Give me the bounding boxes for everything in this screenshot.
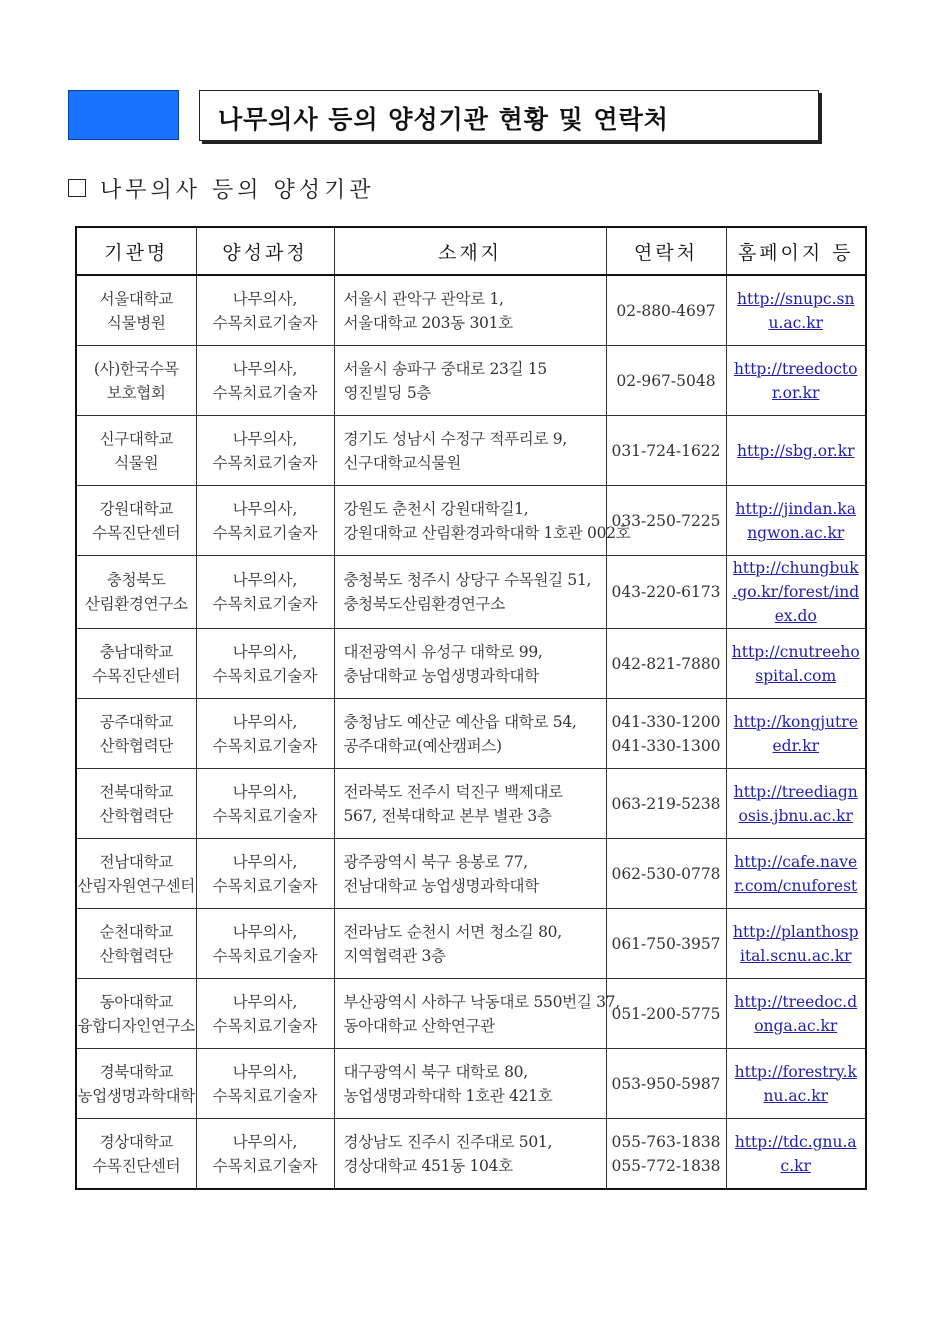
homepage-link-line[interactable]: http://treedoc.d [734, 992, 858, 1011]
address-cell-line: 광주광역시 북구 용봉로 77, [343, 852, 528, 871]
homepage-link-line[interactable]: http://snupc.sn [737, 289, 855, 308]
course-cell [196, 839, 334, 909]
header-phone: 연락처 [606, 227, 726, 275]
address-cell [334, 699, 606, 769]
org-name-cell-line: 보호협회 [106, 383, 166, 402]
address-cell-line: 경상대학교 451동 104호 [343, 1156, 513, 1175]
phone-cell [606, 1049, 726, 1119]
org-name-cell-line: 융합디자인연구소 [77, 1016, 195, 1035]
address-cell-line: 서울시 송파구 중대로 23길 15 [343, 359, 547, 378]
table-row [76, 839, 866, 909]
org-name-cell-line: (사)한국수목 [93, 359, 179, 378]
phone-cell [606, 979, 726, 1049]
org-name-cell-line: 수목진단센터 [92, 1156, 181, 1175]
homepage-link[interactable] [726, 839, 866, 909]
org-name-cell-line: 산학협력단 [99, 946, 173, 965]
header-org-name: 기관명 [76, 227, 196, 275]
org-name-cell [76, 1119, 196, 1190]
org-name-cell [76, 909, 196, 979]
homepage-link-line[interactable]: onga.ac.kr [754, 1016, 838, 1035]
course-cell-line: 나무의사, [232, 1062, 298, 1081]
org-name-cell-line: 공주대학교 [99, 712, 173, 731]
address-cell-line: 567, 전북대학교 본부 별관 3층 [343, 806, 552, 825]
homepage-link-line[interactable]: http://sbg.or.kr [736, 441, 855, 460]
homepage-link-line[interactable]: http://kongjutre [733, 712, 858, 731]
header-course: 양성과정 [196, 227, 334, 275]
course-cell-line: 나무의사, [232, 852, 298, 871]
address-cell-line: 강원대학교 산림환경과학대학 1호관 002호 [343, 523, 631, 542]
org-name-cell-line: 산학협력단 [99, 806, 173, 825]
org-name-cell-line: 식물병원 [106, 313, 166, 332]
address-cell-line: 공주대학교(예산캠퍼스) [343, 736, 502, 755]
phone-cell-line: 041-330-1200 [611, 712, 721, 731]
homepage-link[interactable] [726, 699, 866, 769]
phone-cell [606, 486, 726, 556]
org-name-cell-line: 순천대학교 [99, 922, 173, 941]
homepage-link-line[interactable]: c.kr [780, 1156, 811, 1175]
address-cell-line: 대전광역시 유성구 대학로 99, [343, 642, 543, 661]
address-cell-line: 경기도 성남시 수정구 적푸리로 9, [343, 429, 567, 448]
phone-cell-line: 031-724-1622 [611, 441, 721, 460]
address-cell-line: 영진빌딩 5층 [343, 383, 432, 402]
header-homepage: 홈페이지 등 [726, 227, 866, 275]
homepage-link-line[interactable]: ex.do [774, 607, 817, 625]
course-cell-line: 수목치료기술자 [212, 313, 318, 332]
course-cell [196, 769, 334, 839]
address-cell-line: 부산광역시 사하구 낙동대로 550번길 37, [343, 992, 620, 1011]
address-cell-line: 충청북도 청주시 상당구 수목원길 51, [343, 571, 592, 589]
address-cell-line: 신구대학교식물원 [343, 453, 461, 472]
page-title: 나무의사 등의 양성기관 현황 및 연락처 [218, 105, 669, 134]
address-cell [334, 629, 606, 699]
org-name-cell-line: 동아대학교 [99, 992, 173, 1011]
org-name-cell-line: 수목진단센터 [92, 666, 181, 685]
course-cell-line: 수목치료기술자 [212, 383, 318, 402]
homepage-link-line[interactable]: http://jindan.ka [735, 499, 856, 518]
phone-cell-line: 063-219-5238 [611, 794, 721, 813]
org-name-cell [76, 979, 196, 1049]
course-cell-line: 수목치료기술자 [212, 453, 318, 472]
table-row [76, 416, 866, 486]
org-name-cell-line: 농업생명과학대학 [77, 1086, 195, 1105]
homepage-link-line[interactable]: http://cnutreeho [731, 642, 860, 661]
address-cell [334, 275, 606, 346]
table-row [76, 275, 866, 346]
course-cell [196, 979, 334, 1049]
org-name-cell-line: 서울대학교 [99, 289, 173, 308]
table-row [76, 486, 866, 556]
address-cell [334, 346, 606, 416]
table-body [76, 275, 866, 1189]
course-cell [196, 1049, 334, 1119]
phone-cell [606, 769, 726, 839]
homepage-link[interactable] [726, 346, 866, 416]
phone-cell-line: 055-772-1838 [611, 1156, 721, 1175]
course-cell-line: 수목치료기술자 [212, 1016, 318, 1035]
phone-cell-line: 02-967-5048 [616, 371, 716, 390]
title-box [199, 90, 819, 141]
phone-cell-line: 042-821-7880 [611, 654, 721, 673]
org-name-cell-line: 산림환경연구소 [84, 595, 188, 613]
table-row [76, 699, 866, 769]
course-cell-line: 수목치료기술자 [212, 666, 318, 685]
org-name-cell-line: 강원대학교 [99, 499, 173, 518]
table-row [76, 346, 866, 416]
org-name-cell [76, 556, 196, 629]
address-cell [334, 909, 606, 979]
address-cell [334, 416, 606, 486]
org-name-cell-line: 식물원 [114, 453, 159, 472]
course-cell-line: 나무의사, [232, 992, 298, 1011]
homepage-link[interactable] [726, 909, 866, 979]
homepage-link-line[interactable]: ngwon.ac.kr [747, 523, 845, 542]
table-row [76, 556, 866, 629]
table-row [76, 909, 866, 979]
phone-cell-line: 061-750-3957 [611, 934, 721, 953]
table-row [76, 629, 866, 699]
table-row [76, 979, 866, 1049]
section-heading-text: 나무의사 등의 양성기관 [100, 177, 375, 203]
homepage-link-line[interactable]: http://chungbuk [732, 559, 859, 577]
address-cell [334, 486, 631, 556]
address-cell-line: 충청남도 예산군 예산읍 대학로 54, [343, 712, 577, 731]
course-cell-line: 수목치료기술자 [212, 736, 318, 755]
address-cell-line: 충남대학교 농업생명과학대학 [343, 666, 539, 685]
homepage-link-line[interactable]: r.com/cnuforest [734, 876, 858, 895]
course-cell-line: 나무의사, [232, 359, 298, 378]
phone-cell [606, 1119, 726, 1190]
course-cell-line: 수목치료기술자 [212, 806, 318, 825]
address-cell-line: 서울대학교 203동 301호 [343, 313, 513, 332]
address-cell-line: 지역협력관 3층 [343, 946, 446, 965]
homepage-link[interactable] [726, 769, 866, 839]
course-cell-line: 나무의사, [232, 782, 298, 801]
course-cell [196, 346, 334, 416]
org-name-cell-line: 전북대학교 [99, 782, 173, 801]
homepage-link-line[interactable]: osis.jbnu.ac.kr [738, 806, 853, 825]
homepage-link[interactable] [726, 556, 866, 629]
homepage-link-line[interactable]: u.ac.kr [768, 313, 824, 332]
address-cell [334, 1049, 606, 1119]
phone-cell-line: 041-330-1300 [611, 736, 721, 755]
org-name-cell [76, 769, 196, 839]
homepage-link[interactable] [726, 1049, 866, 1119]
homepage-link[interactable] [726, 416, 866, 486]
homepage-link-line[interactable]: nu.ac.kr [763, 1086, 829, 1105]
org-name-cell-line: 충청북도 [106, 571, 166, 589]
homepage-link[interactable] [726, 1119, 866, 1190]
table-row [76, 769, 866, 839]
course-cell [196, 486, 334, 556]
course-cell-line: 수목치료기술자 [212, 1156, 318, 1175]
course-cell-line: 나무의사, [232, 1132, 298, 1151]
course-cell-line: 수목치료기술자 [212, 876, 318, 895]
checkbox-icon [68, 179, 86, 197]
homepage-link[interactable] [726, 486, 866, 556]
address-cell [334, 839, 606, 909]
course-cell-line: 수목치료기술자 [212, 595, 318, 613]
course-cell-line: 나무의사, [232, 571, 298, 589]
homepage-link-line[interactable]: http://forestry.k [734, 1062, 857, 1081]
phone-cell-line: 051-200-5775 [611, 1004, 721, 1023]
org-name-cell-line: 신구대학교 [99, 429, 173, 448]
phone-cell-line: 062-530-0778 [611, 864, 721, 883]
homepage-link[interactable] [726, 629, 866, 699]
address-cell-line: 농업생명과학대학 1호관 421호 [343, 1086, 553, 1105]
homepage-link-line[interactable]: spital.com [755, 666, 837, 685]
address-cell-line: 전라북도 전주시 덕진구 백제대로 [343, 782, 563, 801]
org-name-cell [76, 275, 196, 346]
phone-cell-line: 02-880-4697 [616, 301, 716, 320]
table-row [76, 1119, 866, 1190]
address-cell-line: 대구광역시 북구 대학로 80, [343, 1062, 528, 1081]
section-heading [68, 174, 375, 202]
address-cell-line: 전남대학교 농업생명과학대학 [343, 876, 539, 895]
course-cell [196, 699, 334, 769]
homepage-link-line[interactable]: http://cafe.nave [734, 852, 858, 871]
homepage-link-line[interactable]: r.or.kr [772, 383, 820, 402]
title-accent-block [68, 90, 179, 140]
homepage-link-line[interactable]: http://planthosp [732, 922, 859, 941]
address-cell-line: 충청북도산림환경연구소 [343, 595, 505, 613]
homepage-link-line[interactable]: http://treediagn [733, 782, 858, 801]
address-cell-line: 서울시 관악구 관악로 1, [343, 289, 504, 308]
course-cell-line: 나무의사, [232, 922, 298, 941]
homepage-link[interactable] [726, 979, 866, 1049]
org-name-cell-line: 충남대학교 [99, 642, 173, 661]
homepage-link-line[interactable]: http://treedocto [733, 359, 858, 378]
org-name-cell [76, 486, 196, 556]
org-name-cell [76, 699, 196, 769]
org-name-cell-line: 전남대학교 [99, 852, 173, 871]
course-cell-line: 나무의사, [232, 429, 298, 448]
header-address: 소재지 [334, 227, 606, 275]
address-cell-line: 강원도 춘천시 강원대학길1, [343, 499, 529, 518]
org-name-cell-line: 산림자원연구센터 [77, 876, 195, 895]
phone-cell-line: 053-950-5987 [611, 1074, 721, 1093]
address-cell [334, 979, 620, 1049]
homepage-link-line[interactable]: .go.kr/forest/ind [732, 583, 860, 601]
phone-cell [606, 275, 726, 346]
address-cell [334, 1119, 606, 1190]
org-name-cell [76, 839, 196, 909]
org-name-cell [76, 629, 196, 699]
address-cell-line: 동아대학교 산학연구관 [343, 1016, 495, 1035]
course-cell [196, 556, 334, 629]
org-name-cell [76, 1049, 196, 1119]
course-cell [196, 909, 334, 979]
org-name-cell [76, 346, 196, 416]
phone-cell [606, 629, 726, 699]
address-cell [334, 769, 606, 839]
phone-cell [606, 909, 726, 979]
org-name-cell-line: 경상대학교 [99, 1132, 173, 1151]
course-cell [196, 416, 334, 486]
address-cell-line: 전라남도 순천시 서면 청소길 80, [343, 922, 562, 941]
homepage-link[interactable] [726, 275, 866, 346]
address-cell [334, 556, 606, 629]
course-cell [196, 1119, 334, 1190]
org-name-cell-line: 경북대학교 [99, 1062, 173, 1081]
phone-cell-line: 043-220-6173 [611, 583, 721, 601]
homepage-link-line[interactable]: ital.scnu.ac.kr [740, 946, 852, 965]
course-cell-line: 나무의사, [232, 499, 298, 518]
phone-cell [606, 346, 726, 416]
organization-table [75, 226, 867, 1190]
homepage-link-line[interactable]: edr.kr [772, 736, 820, 755]
course-cell [196, 629, 334, 699]
org-name-cell-line: 산학협력단 [99, 736, 173, 755]
phone-cell [606, 839, 726, 909]
phone-cell [606, 416, 726, 486]
table-row [76, 1049, 866, 1119]
org-name-cell [76, 416, 196, 486]
homepage-link-line[interactable]: http://tdc.gnu.a [734, 1132, 857, 1151]
phone-cell [606, 556, 726, 629]
course-cell [196, 275, 334, 346]
phone-cell-line: 033-250-7225 [611, 511, 721, 530]
course-cell-line: 나무의사, [232, 712, 298, 731]
course-cell-line: 나무의사, [232, 289, 298, 308]
course-cell-line: 수목치료기술자 [212, 523, 318, 542]
org-name-cell-line: 수목진단센터 [92, 523, 181, 542]
course-cell-line: 나무의사, [232, 642, 298, 661]
phone-cell-line: 055-763-1838 [611, 1132, 721, 1151]
address-cell-line: 경상남도 진주시 진주대로 501, [343, 1132, 553, 1151]
course-cell-line: 수목치료기술자 [212, 946, 318, 965]
phone-cell [606, 699, 726, 769]
course-cell-line: 수목치료기술자 [212, 1086, 318, 1105]
table-header-row [76, 227, 866, 275]
